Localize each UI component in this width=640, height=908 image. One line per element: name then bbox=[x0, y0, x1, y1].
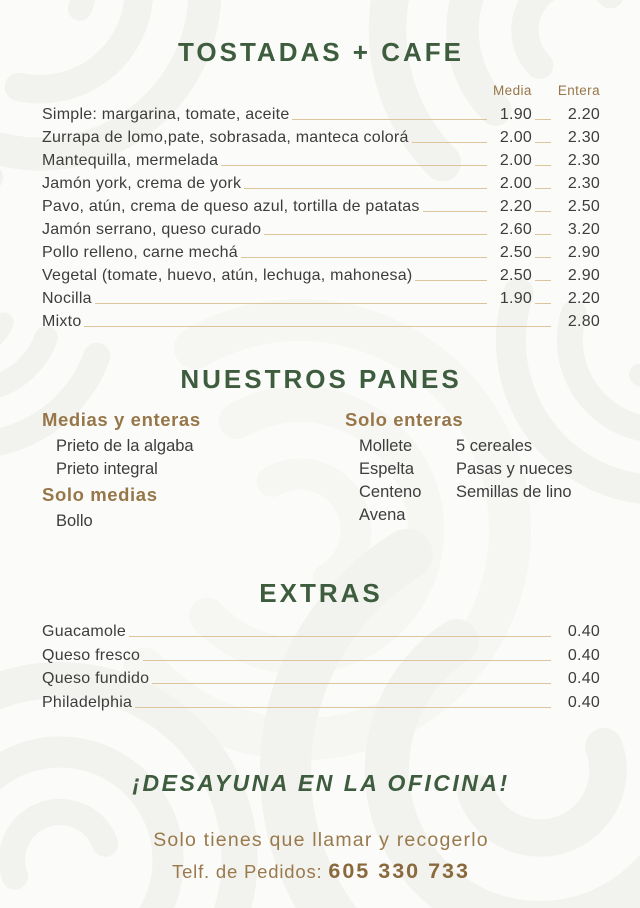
item-name: Queso fundido bbox=[42, 670, 150, 688]
leader-line bbox=[135, 707, 551, 708]
leader-line bbox=[535, 303, 551, 304]
item-price-entera: 2.50 bbox=[567, 197, 600, 215]
item-price-media: 2.00 bbox=[499, 128, 532, 146]
menu-row bbox=[42, 285, 600, 308]
item-price-entera: 2.30 bbox=[567, 174, 600, 192]
panes-right-column bbox=[345, 408, 600, 533]
media-column-header: Media bbox=[493, 82, 532, 98]
item-price: 0.40 bbox=[567, 693, 600, 711]
item-name: Mantequilla, mermelada bbox=[42, 151, 219, 169]
item-name: Jamón york, crema de york bbox=[42, 174, 242, 192]
leader-line bbox=[535, 142, 551, 143]
item-name: Jamón serrano, queso curado bbox=[42, 220, 262, 238]
extras-list bbox=[42, 618, 600, 712]
bread-item bbox=[456, 504, 600, 527]
leader-line bbox=[152, 683, 551, 684]
bread-item: Mollete bbox=[359, 436, 413, 455]
item-price-entera: 2.30 bbox=[567, 128, 600, 146]
item-name: Zurrapa de lomo,pate, sobrasada, manteca colorá bbox=[42, 128, 409, 146]
menu-row bbox=[42, 262, 600, 285]
bread-item: Centeno bbox=[359, 482, 422, 501]
solo-medias-list bbox=[42, 510, 345, 533]
leader-line bbox=[535, 211, 551, 212]
extras-section bbox=[42, 579, 600, 712]
bread-item: Espelta bbox=[359, 459, 415, 478]
bread-item: Pasas y nueces bbox=[456, 459, 573, 478]
phone-number: 605 330 733 bbox=[328, 858, 470, 883]
bread-item: Prieto integral bbox=[56, 459, 158, 478]
menu-row bbox=[42, 101, 600, 124]
bread-item: 5 cereales bbox=[456, 436, 533, 455]
item-price-entera: 2.80 bbox=[567, 312, 600, 330]
leader-line bbox=[95, 303, 487, 304]
leader-line bbox=[264, 234, 487, 235]
panes-section bbox=[42, 365, 600, 533]
tostadas-title: TOSTADAS + CAFE bbox=[177, 37, 464, 67]
bread-item: Bollo bbox=[56, 511, 93, 530]
leader-line bbox=[535, 257, 551, 258]
leader-line bbox=[221, 165, 487, 166]
panes-title: NUESTROS PANES bbox=[180, 363, 462, 394]
extras-title: EXTRAS bbox=[259, 577, 383, 608]
item-name: Pollo relleno, carne mechá bbox=[42, 243, 238, 261]
footer bbox=[42, 770, 600, 884]
leader-line bbox=[535, 234, 551, 235]
medias-y-enteras-list bbox=[42, 435, 345, 481]
leader-line bbox=[143, 660, 551, 661]
panes-left-column bbox=[42, 408, 345, 533]
leader-line bbox=[84, 326, 551, 327]
item-price-media: 2.60 bbox=[499, 220, 532, 238]
item-name: Nocilla bbox=[42, 289, 92, 307]
item-price-media: 2.50 bbox=[499, 243, 532, 261]
menu-row bbox=[42, 308, 600, 331]
leader-line bbox=[415, 280, 487, 281]
leader-line bbox=[292, 119, 487, 120]
tostadas-section bbox=[42, 0, 600, 331]
panes-columns bbox=[42, 408, 600, 533]
menu-row bbox=[42, 170, 600, 193]
item-name: Pavo, atún, crema de queso azul, tortilla de patatas bbox=[42, 197, 420, 215]
menu-row bbox=[42, 216, 600, 239]
menu-row bbox=[42, 239, 600, 262]
leader-line bbox=[423, 211, 487, 212]
bread-row bbox=[359, 435, 600, 458]
leader-line bbox=[129, 636, 551, 637]
tostadas-list bbox=[42, 101, 600, 331]
menu-row bbox=[42, 688, 600, 712]
item-name: Vegetal (tomate, huevo, atún, lechuga, mahonesa) bbox=[42, 266, 413, 284]
menu-row bbox=[42, 147, 600, 170]
bread-row bbox=[359, 504, 600, 527]
menu-row bbox=[42, 618, 600, 642]
solo-medias-heading: Solo medias bbox=[42, 483, 158, 505]
bread-row bbox=[359, 458, 600, 481]
item-name: Queso fresco bbox=[42, 646, 141, 664]
leader-line bbox=[244, 188, 487, 189]
item-price-media: 2.00 bbox=[499, 151, 532, 169]
item-price-media: 1.90 bbox=[499, 289, 532, 307]
item-price-entera: 2.30 bbox=[567, 151, 600, 169]
item-price-media: 2.00 bbox=[499, 174, 532, 192]
item-price-entera: 2.20 bbox=[567, 105, 600, 123]
bread-item: Prieto de la algaba bbox=[56, 436, 194, 455]
footer-headline: ¡DESAYUNA EN LA OFICINA! bbox=[132, 769, 510, 796]
menu-row bbox=[42, 193, 600, 216]
bread-row bbox=[359, 481, 600, 504]
item-price-entera: 3.20 bbox=[567, 220, 600, 238]
item-price-media: 2.50 bbox=[499, 266, 532, 284]
leader-line bbox=[412, 142, 487, 143]
item-price: 0.40 bbox=[567, 670, 600, 688]
medias-y-enteras-heading: Medias y enteras bbox=[42, 408, 201, 430]
item-name: Simple: margarina, tomate, aceite bbox=[42, 105, 290, 123]
menu-row bbox=[42, 641, 600, 665]
item-price: 0.40 bbox=[567, 623, 600, 641]
leader-line bbox=[535, 188, 551, 189]
solo-enteras-heading: Solo enteras bbox=[345, 408, 464, 430]
menu-row bbox=[42, 124, 600, 147]
entera-column-header: Entera bbox=[557, 82, 600, 98]
item-price-entera: 2.90 bbox=[567, 243, 600, 261]
solo-enteras-list bbox=[345, 435, 600, 527]
footer-call-line: Solo tienes que llamar y recogerlo bbox=[153, 828, 489, 851]
leader-line bbox=[535, 280, 551, 281]
item-price-entera: 2.90 bbox=[567, 266, 600, 284]
item-price-media: 2.20 bbox=[499, 197, 532, 215]
menu-row bbox=[42, 665, 600, 689]
item-name: Philadelphia bbox=[42, 693, 133, 711]
price-column-headers bbox=[42, 83, 600, 98]
footer-phone-line bbox=[42, 859, 600, 884]
phone-label: Telf. de Pedidos: bbox=[172, 860, 323, 882]
item-name: Mixto bbox=[42, 312, 82, 330]
leader-line bbox=[535, 119, 551, 120]
item-price-entera: 2.20 bbox=[567, 289, 600, 307]
bread-item: Avena bbox=[359, 505, 406, 524]
bread-item: Semillas de lino bbox=[456, 482, 572, 501]
leader-line bbox=[535, 165, 551, 166]
item-name: Guacamole bbox=[42, 623, 127, 641]
item-price-media: 1.90 bbox=[499, 105, 532, 123]
leader-line bbox=[241, 257, 487, 258]
item-price: 0.40 bbox=[567, 646, 600, 664]
